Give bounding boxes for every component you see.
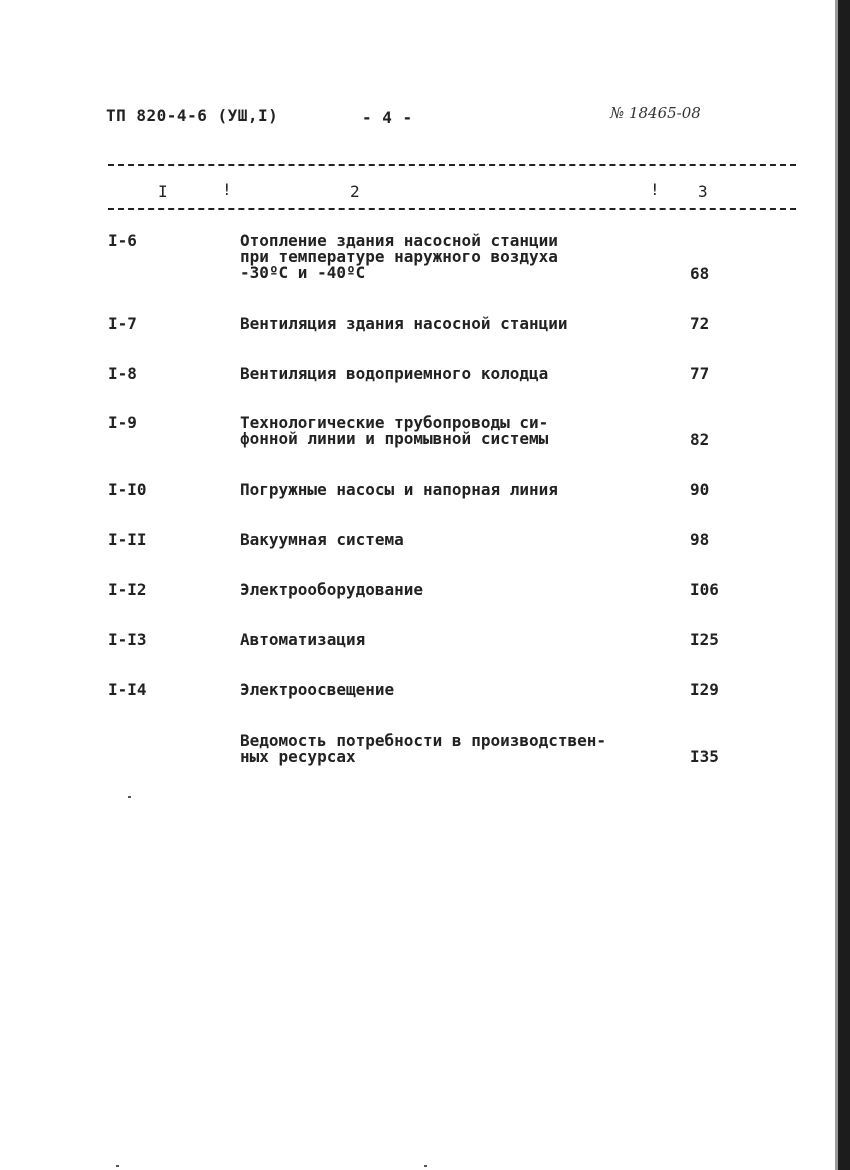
row-code: I-7 xyxy=(108,314,137,333)
row-page: I06 xyxy=(690,580,719,599)
row-code: I-8 xyxy=(108,364,137,383)
column-header-3: 3 xyxy=(698,182,708,201)
document-code: ТП 820-4-6 (УШ,I) xyxy=(106,106,279,125)
row-title: Электрооборудование xyxy=(240,580,424,599)
row-title: Автоматизация xyxy=(240,630,366,649)
row-title: Ведомость потребности в производствен- ных ресурсах xyxy=(240,731,607,766)
row-page: 82 xyxy=(690,430,710,449)
row-code: I-6 xyxy=(108,231,137,250)
row-code: I-9 xyxy=(108,413,137,432)
row-title: Погружные насосы и напорная линия xyxy=(240,480,558,499)
row-page: I29 xyxy=(690,680,719,699)
row-title: Электроосвещение xyxy=(240,680,395,699)
row-title: Отопление здания насосной станции при температуре наружного воздуха -30ºС и -40ºС xyxy=(240,231,558,282)
scan-speck xyxy=(424,1165,427,1167)
column-separator-1: ! xyxy=(222,180,232,199)
row-code: I-I0 xyxy=(108,480,147,499)
row-page: 98 xyxy=(690,530,710,549)
table-header-rule xyxy=(108,208,796,210)
row-code: I-I3 xyxy=(108,630,147,649)
row-code: I-I4 xyxy=(108,680,147,699)
column-separator-2: ! xyxy=(650,180,660,199)
row-page: 77 xyxy=(690,364,710,383)
archive-number: № 18465-08 xyxy=(610,104,701,122)
row-title: Вентиляция здания насосной станции xyxy=(240,314,568,333)
row-code: I-II xyxy=(108,530,147,549)
column-header-2: 2 xyxy=(350,182,360,201)
page-edge xyxy=(838,0,850,1170)
scan-speck xyxy=(116,1165,119,1167)
page-number: - 4 - xyxy=(362,108,413,127)
row-code: I-I2 xyxy=(108,580,147,599)
row-page: I25 xyxy=(690,630,719,649)
row-page: I35 xyxy=(690,747,719,766)
row-page: 68 xyxy=(690,264,710,283)
table-top-rule xyxy=(108,164,796,166)
column-header-1: I xyxy=(158,182,168,201)
row-title: Вентиляция водоприемного колодца xyxy=(240,364,549,383)
row-page: 90 xyxy=(690,480,710,499)
scan-speck xyxy=(128,796,131,798)
row-page: 72 xyxy=(690,314,710,333)
row-title: Вакуумная система xyxy=(240,530,404,549)
row-title: Технологические трубопроводы си- фонной линии и промывной системы xyxy=(240,413,549,448)
